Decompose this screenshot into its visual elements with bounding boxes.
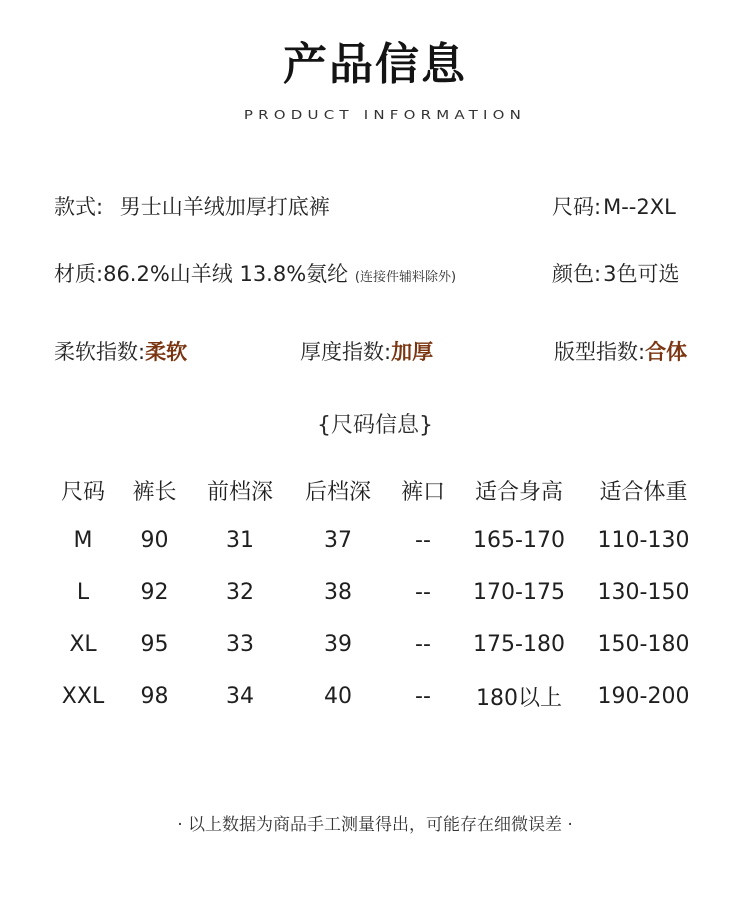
material-label: 材质: xyxy=(54,262,104,286)
cell-front-rise: 33 xyxy=(226,631,254,657)
table-row xyxy=(48,670,708,722)
cell-leg-opening: -- xyxy=(415,527,431,553)
style-label: 款式: xyxy=(54,195,104,219)
cell-length: 90 xyxy=(140,527,169,553)
cell-length: 92 xyxy=(140,579,169,605)
cell-back-rise: 37 xyxy=(324,527,352,553)
cell-leg-opening: -- xyxy=(415,631,431,657)
header-length: 裤长 xyxy=(132,479,177,505)
softness-index xyxy=(54,336,187,366)
cell-weight: 110-130 xyxy=(597,527,690,553)
style-info xyxy=(54,191,330,221)
thickness-index xyxy=(300,336,433,366)
softness-label: 柔软指数: xyxy=(54,340,146,364)
size-table xyxy=(48,466,708,722)
color-label: 颜色: xyxy=(552,262,602,286)
material-info xyxy=(54,258,456,288)
material-value: 86.2%山羊绒 13.8%氨纶 xyxy=(103,262,349,286)
cell-front-rise: 32 xyxy=(226,579,254,605)
cell-height: 170-175 xyxy=(473,579,565,605)
color-value: 3色可选 xyxy=(603,262,680,286)
cell-weight: 190-200 xyxy=(597,683,690,709)
cell-front-rise: 31 xyxy=(226,527,254,553)
cell-back-rise: 40 xyxy=(324,683,352,709)
table-header-row xyxy=(48,466,708,514)
header-back-rise: 后档深 xyxy=(304,479,371,505)
thickness-label: 厚度指数: xyxy=(300,340,392,364)
fit-value: 合体 xyxy=(645,340,688,364)
size-table-title: {尺码信息} xyxy=(317,413,433,438)
fit-index xyxy=(554,336,687,366)
cell-size: M xyxy=(73,527,93,553)
table-row xyxy=(48,514,708,566)
cell-length: 95 xyxy=(140,631,169,657)
page-subtitle: PRODUCT INFORMATION xyxy=(243,107,527,123)
size-range-info xyxy=(552,191,676,221)
size-range-value: M--2XL xyxy=(603,195,676,219)
cell-height: 175-180 xyxy=(473,631,565,657)
page-title: 产品信息 xyxy=(283,39,467,90)
cell-size: L xyxy=(76,579,90,605)
cell-length: 98 xyxy=(140,683,169,709)
header-size: 尺码 xyxy=(60,479,105,505)
cell-leg-opening: -- xyxy=(415,579,431,605)
fit-label: 版型指数: xyxy=(554,340,646,364)
size-range-label: 尺码: xyxy=(552,195,602,219)
cell-height: 165-170 xyxy=(473,527,565,553)
cell-back-rise: 38 xyxy=(324,579,352,605)
style-value: 男士山羊绒加厚打底裤 xyxy=(119,195,330,219)
cell-leg-opening: -- xyxy=(415,683,431,709)
table-row xyxy=(48,566,708,618)
table-row xyxy=(48,618,708,670)
softness-value: 柔软 xyxy=(145,340,188,364)
cell-back-rise: 39 xyxy=(324,631,352,657)
header-height: 适合身高 xyxy=(474,479,563,505)
cell-size: XXL xyxy=(61,683,105,709)
cell-weight: 150-180 xyxy=(597,631,690,657)
cell-front-rise: 34 xyxy=(226,683,254,709)
cell-weight: 130-150 xyxy=(597,579,690,605)
color-info xyxy=(552,258,679,288)
cell-height: 180以上 xyxy=(476,685,562,711)
material-note: (连接件辅料除外) xyxy=(354,270,457,285)
header-front-rise: 前档深 xyxy=(206,479,273,505)
header-weight: 适合体重 xyxy=(599,479,688,505)
header-leg-opening: 裤口 xyxy=(400,479,445,505)
thickness-value: 加厚 xyxy=(391,340,434,364)
cell-size: XL xyxy=(69,631,97,657)
measurement-disclaimer: · 以上数据为商品手工测量得出，可能存在细微误差 · xyxy=(177,815,573,835)
